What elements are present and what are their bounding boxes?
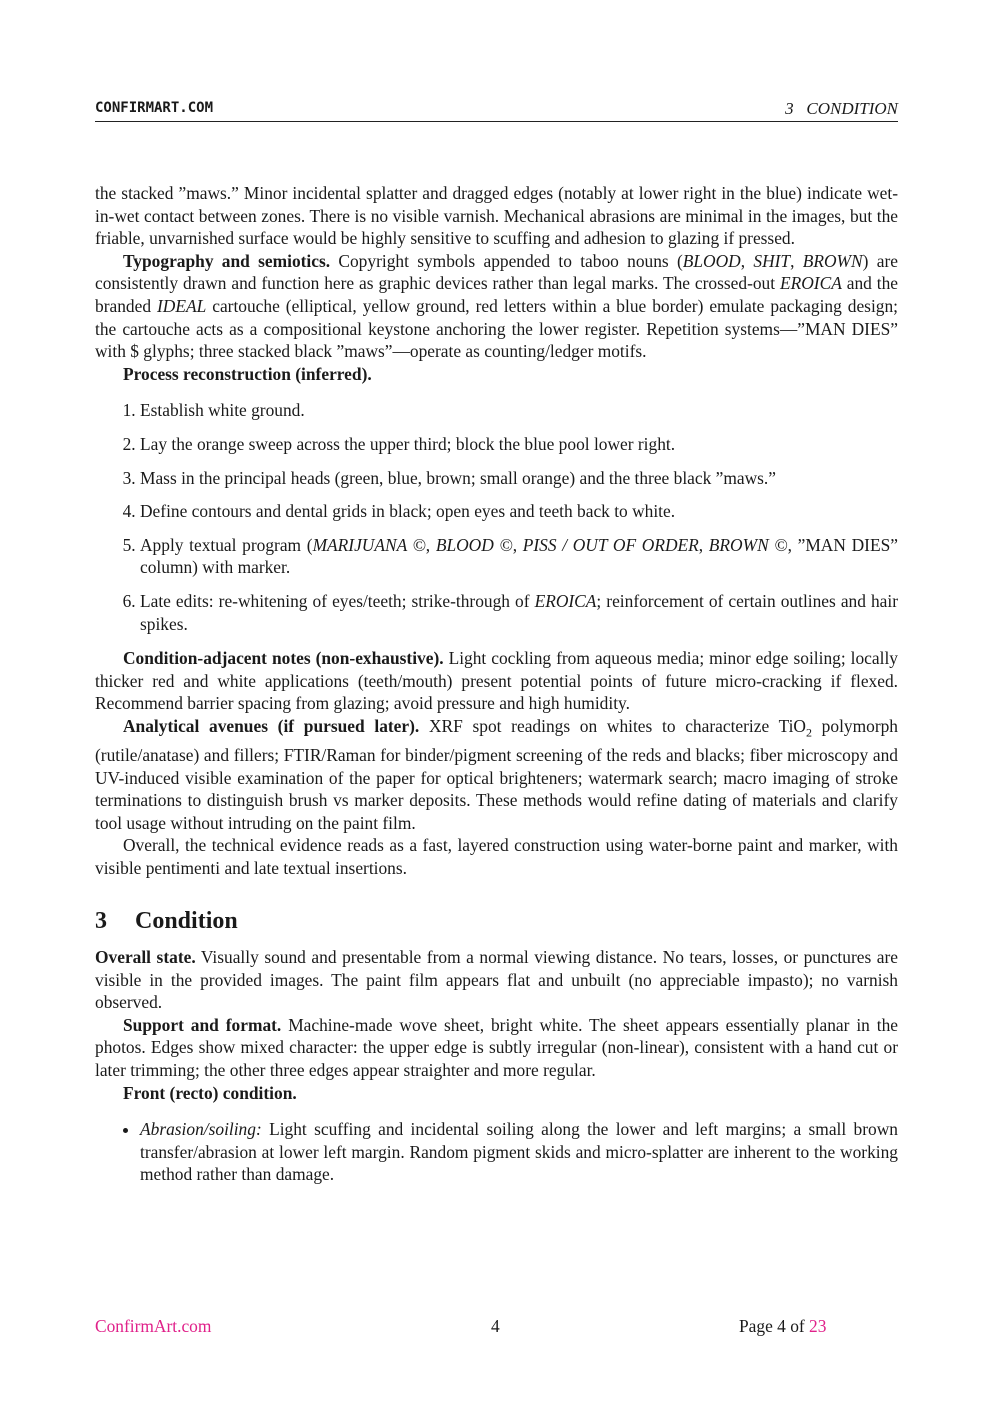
text-run: Apply textual program ( bbox=[140, 534, 313, 555]
text-run: polymorph (rutile/anatase) and fillers; FTIR/Raman for binder/pigment screening of the reds and blacks; fiber microscopy and UV-induced visible examination of the paper for optical brighteners; watermark search; macro imaging of stroke terminations to distinguish brush vs marker deposits. These methods would refine dating of materials and clarify tool usage without intruding on the paint film. bbox=[95, 715, 899, 833]
page-footer bbox=[95, 1316, 898, 1340]
bullet-label: Abrasion/soiling: bbox=[140, 1119, 262, 1140]
italic-term: EROICA bbox=[780, 273, 842, 294]
text-run: ) are consistently drawn and function here as graphic devices rather than legal marks. The crossed-out bbox=[95, 250, 898, 294]
italic-term: BROWN © bbox=[708, 534, 788, 555]
text-run: , bbox=[512, 534, 523, 555]
paragraph-heading: Overall state. bbox=[95, 947, 196, 968]
list-item: 2. Lay the orange sweep across the upper third; block the blue pool lower right. bbox=[140, 433, 898, 456]
text-run: , bbox=[790, 250, 803, 271]
list-item: 3. Mass in the principal heads (green, blue, brown; small orange) and the three black ”maws.” bbox=[140, 467, 898, 490]
section-title: Condition bbox=[135, 907, 238, 934]
paragraph-condition-adjacent bbox=[95, 647, 898, 715]
text-run: and the branded bbox=[95, 273, 898, 316]
list-item: 1. Establish white ground. bbox=[140, 399, 898, 422]
paragraph-analytical bbox=[95, 715, 898, 834]
footer-site-link[interactable]: ConfirmArt.com bbox=[95, 1316, 212, 1336]
running-header bbox=[95, 99, 898, 122]
text-run: Light scuffing and incidental soiling along the lower and left margins; a small brown transfer/abrasion at lower left margin. Random pigment skids and micro-splatter are inherent to the working method rather than damage. bbox=[140, 1119, 898, 1185]
italic-term: MARIJUANA © bbox=[312, 534, 426, 555]
text-run: Copyright symbols appended to taboo nouns ( bbox=[330, 250, 683, 271]
italic-term: BROWN bbox=[802, 250, 863, 271]
paragraph-process-heading bbox=[95, 363, 898, 386]
italic-term: SHIT bbox=[753, 250, 791, 271]
text-run: XRF spot readings on whites to characterize TiO bbox=[419, 715, 806, 736]
footer-page-number: 4 bbox=[491, 1316, 500, 1336]
paragraph-heading: Analytical avenues (if pursued later). bbox=[123, 715, 420, 736]
paragraph-heading: Typography and semiotics. bbox=[123, 250, 331, 271]
text-run: ; reinforcement of certain outlines and hair spikes. bbox=[140, 590, 899, 634]
page-count-prefix: Page 4 of bbox=[739, 1316, 810, 1336]
list-item bbox=[140, 1118, 898, 1186]
front-condition-list bbox=[95, 1118, 898, 1186]
list-item bbox=[140, 590, 898, 635]
paragraph-heading: Front (recto) condition. bbox=[123, 1082, 297, 1103]
paragraph-continued: the stacked ”maws.” Minor incidental splatter and dragged edges (notably at lower right in the blue) indicate wet-in-wet contact between zones. There is no visible varnish. Mechanical abrasions are minimal in the images, but the friable, unvarnished surface would be highly sensitive to scuffing and adhesion to glazing if pressed. bbox=[95, 183, 898, 249]
list-item bbox=[140, 534, 898, 579]
paragraph-heading: Condition-adjacent notes (non-exhaustive). bbox=[123, 648, 444, 669]
italic-term: BLOOD bbox=[682, 250, 741, 271]
paragraph-heading: Process reconstruction (inferred). bbox=[123, 363, 372, 384]
text-run: , ”MAN DIES” column) with marker. bbox=[140, 534, 898, 578]
paragraph-front-heading bbox=[95, 1082, 898, 1105]
text-run: Visually sound and presentable from a normal viewing distance. No tears, losses, or punctures are visible in the provided images. The paint film appears flat and unbuilt (no appreciable impasto); no varnish observed. bbox=[95, 947, 898, 1013]
text-run: , bbox=[425, 534, 436, 555]
paragraph-support bbox=[95, 1014, 898, 1082]
paragraph-overall: Overall, the technical evidence reads as a fast, layered construction using water-borne paint and marker, with visible pentimenti and late textual insertions. bbox=[95, 835, 898, 878]
italic-term: EROICA bbox=[534, 590, 597, 611]
text-run: cartouche (elliptical, yellow ground, red letters within a blue border) emulate packaging design; the cartouche acts as a compositional keystone anchoring the lower register. Repetition systems—”MAN DIES” with $ glyphs; three stacked black ”maws”—operate as counting/ledger motifs. bbox=[95, 295, 898, 362]
paragraph-typography bbox=[95, 250, 898, 363]
footer-page-count bbox=[739, 1316, 826, 1337]
text-run: , bbox=[698, 534, 709, 555]
page-total-link[interactable]: 23 bbox=[809, 1316, 827, 1336]
header-section-title: 3 CONDITION bbox=[785, 99, 898, 118]
paragraph-heading: Support and format. bbox=[123, 1014, 282, 1035]
paragraph-overall-state bbox=[95, 946, 898, 1014]
section-number: 3 bbox=[95, 907, 107, 934]
list-item: 4. Define contours and dental grids in black; open eyes and teeth back to white. bbox=[140, 500, 898, 523]
text-run: Light cockling from aqueous media; minor edge soiling; locally thicker red and white applications (teeth/mouth) present potential points of future micro-cracking if flexed. Recommend barrier spacing from glazing; avoid pressure and high humidity. bbox=[95, 648, 898, 714]
italic-term: PISS / OUT OF ORDER bbox=[522, 534, 699, 555]
text-run: Machine-made wove sheet, bright white. The sheet appears essentially planar in the photos. Edges show mixed character: the upper edge is subtly irregular (non-linear), consistent with a hand cut or later trimming; the other three edges appear straighter and more regular. bbox=[95, 1014, 899, 1081]
subscript: 2 bbox=[805, 725, 812, 740]
process-list bbox=[95, 399, 898, 635]
text-run: , bbox=[740, 250, 754, 271]
italic-term: BLOOD © bbox=[435, 534, 513, 555]
section-heading bbox=[95, 907, 898, 934]
italic-term: IDEAL bbox=[156, 295, 207, 316]
header-logo: CONFIRMART.COM bbox=[95, 100, 214, 116]
text-run: Late edits: re-whitening of eyes/teeth; strike-through of bbox=[140, 590, 535, 611]
page-body bbox=[95, 182, 898, 1196]
